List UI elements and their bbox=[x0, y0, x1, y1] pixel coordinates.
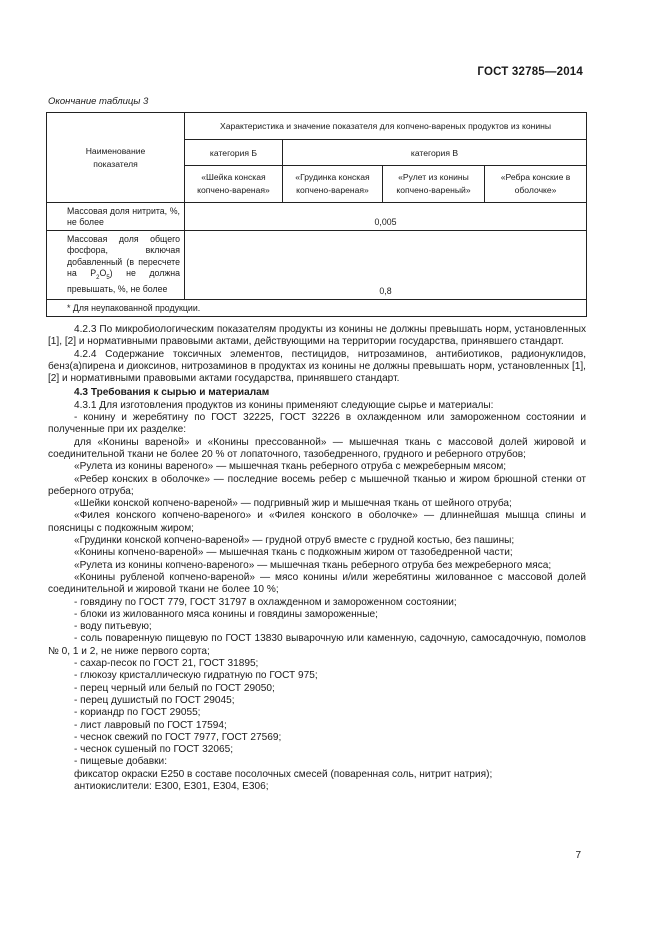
row-value-phosphorus: 0,8 bbox=[185, 231, 587, 300]
col-name-header: Наименование показателя bbox=[47, 113, 185, 203]
list-item: - глюкозу кристаллическую гидратную по ГОСТ 975; bbox=[74, 670, 318, 682]
row-name-nitrite: Массовая доля нитрита, %, не более bbox=[47, 203, 185, 231]
list-item: «Филея конского копчено-вареного» и «Филея конского в оболочке» — длиннейшая мышца спины и поясницы с подкожным жиром; bbox=[48, 510, 586, 534]
list-item: - чеснок сушеный по ГОСТ 32065; bbox=[74, 744, 234, 756]
list-item: «Грудинки конской копчено-вареной» — грудной отруб вместе с грудной костью, без пашины; bbox=[74, 535, 515, 547]
list-item: антиокислители: Е300, Е301, Е304, Е306; bbox=[74, 780, 269, 792]
list-item: - говядину по ГОСТ 779, ГОСТ 31797 в охлажденном и замороженном состоянии; bbox=[74, 596, 457, 608]
product-header: «Грудинка конская копчено-вареная» bbox=[283, 166, 383, 203]
category-b-header: категория Б bbox=[185, 140, 283, 166]
section-heading: 4.3 Требования к сырью и материалам bbox=[74, 387, 270, 399]
list-item: для «Конины вареной» и «Конины прессованной» — мышечная ткань с массовой долей жировой и соединительной ткани не более 20 % от лопаточного, тазобедренного, грудного и реберного отрубов; bbox=[48, 436, 586, 460]
list-item: - пищевые добавки: bbox=[74, 756, 167, 768]
document-header: ГОСТ 32785—2014 bbox=[477, 66, 583, 78]
table-footnote: * Для неупакованной продукции. bbox=[47, 299, 587, 316]
row-value-nitrite: 0,005 bbox=[185, 203, 587, 231]
table-caption: Окончание таблицы 3 bbox=[48, 96, 149, 107]
list-item: - перец черный или белый по ГОСТ 29050; bbox=[74, 682, 275, 694]
list-item: - конину и жеребятину по ГОСТ 32225, ГОСТ 32226 в охлажденном или замороженном состоянии и полученные при их разделке: bbox=[48, 412, 586, 436]
row-name-phosphorus: Массовая доля общего фосфора, включая добавленный (в пересчете на $P_2O_5$) не должна превышать, %, не более bbox=[47, 231, 185, 300]
list-item: - перец душистый по ГОСТ 29045; bbox=[74, 694, 235, 706]
list-item: - воду питьевую; bbox=[74, 621, 152, 633]
list-item: - лист лавровый по ГОСТ 17594; bbox=[74, 719, 227, 731]
category-v-header: категория В bbox=[283, 140, 587, 166]
product-header: «Рулет из конины копчено-вареный» bbox=[383, 166, 485, 203]
list-item: «Шейки конской копчено-вареной» — подгривный жир и мышечная ткань от шейного отруба; bbox=[74, 498, 512, 510]
list-item: фиксатор окраски Е250 в составе посолочных смесей (поваренная соль, нитрит натрия); bbox=[74, 768, 493, 780]
list-item: «Ребер конских в оболочке» — последние восемь ребер с мышечной тканью и жиром брюшной стенки от реберного отруба; bbox=[48, 473, 586, 497]
body-text bbox=[48, 324, 586, 793]
product-header: «Шейка конская копчено-вареная» bbox=[185, 166, 283, 203]
list-item: - соль поваренную пищевую по ГОСТ 13830 выварочную или каменную, садочную, самосадочную, помолов № 0, 1 и 2, не ниже первого сорта; bbox=[48, 633, 586, 657]
list-item: «Рулета из конины вареного» — мышечная ткань реберного отруба с межреберным мясом; bbox=[74, 461, 507, 473]
list-item: «Рулета из конины копчено-вареного» — мышечная ткань реберного отруба без межреберного мяса; bbox=[74, 559, 552, 571]
list-item: - кориандр по ГОСТ 29055; bbox=[74, 707, 201, 719]
list-item: - сахар-песок по ГОСТ 21, ГОСТ 31895; bbox=[74, 658, 259, 670]
list-item: «Конины копчено-вареной» — мышечная ткань с подкожным жиром от тазобедренной части; bbox=[74, 547, 513, 559]
paragraph: 4.2.4 Содержание токсичных элементов, пестицидов, нитрозаминов, антибиотиков, радионуклидов, бенз(а)пирена и диоксинов, нитрозаминов в продуктах из конины не должны превышать норм, установленных [1], [2] и нормативными правовыми актами государства, принявшего стандарт. bbox=[48, 348, 586, 385]
paragraph: 4.2.3 По микробиологическим показателям продукты из конины не должны превышать норм, установленных [1], [2] и нормативными правовыми актами, действующими на территории государства, принявшего стандарт. bbox=[48, 324, 586, 348]
list-item: «Конины рубленой копчено-вареной» — мясо конины и/или жеребятины жилованное с массовой долей соединительной и жировой ткани не более 10 %; bbox=[48, 571, 586, 596]
indicators-table bbox=[46, 112, 587, 317]
list-item: - блоки из жилованного мяса конины и говядины замороженные; bbox=[74, 608, 378, 620]
list-item: - чеснок свежий по ГОСТ 7977, ГОСТ 27569; bbox=[74, 731, 282, 743]
page-number: 7 bbox=[575, 850, 581, 861]
section-intro: 4.3.1 Для изготовления продуктов из конины применяют следующие сырье и материалы: bbox=[74, 399, 494, 411]
product-header: «Ребра конские в оболочке» bbox=[485, 166, 587, 203]
span-header: Характеристика и значение показателя для копчено-вареных продуктов из конины bbox=[185, 113, 587, 140]
